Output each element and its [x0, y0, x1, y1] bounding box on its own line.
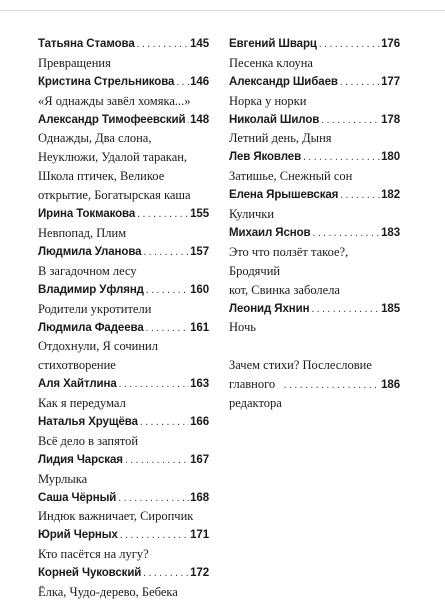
author-name: Саша Чёрный	[38, 491, 117, 504]
toc-author-row	[38, 526, 209, 545]
toc-author-row	[38, 35, 209, 54]
page-number: 178	[381, 113, 400, 126]
leader-dots	[124, 452, 189, 470]
page-number: 157	[190, 245, 209, 258]
author-name: Корней Чуковский	[38, 567, 142, 580]
works-list: Всё дело в запятой	[38, 433, 139, 448]
leader-dots	[186, 112, 189, 130]
leader-dots	[339, 74, 380, 92]
toc-author-row	[38, 73, 209, 92]
toc-entry[interactable]	[38, 526, 209, 564]
leader-dots	[145, 320, 189, 338]
toc-author-row	[38, 375, 209, 394]
toc-entry[interactable]	[38, 451, 209, 489]
page-number: 167	[190, 453, 209, 466]
toc-author-row	[229, 300, 400, 319]
toc-entry[interactable]	[229, 35, 400, 73]
works-list: Как я передумал	[38, 396, 126, 411]
works-list: Норка у норки	[229, 93, 307, 108]
leader-dots	[318, 36, 380, 54]
toc-author-row	[38, 489, 209, 508]
leader-dots	[339, 187, 380, 205]
author-name: Лев Яковлев	[229, 151, 302, 164]
works-list: Затишье, Снежный сон	[229, 169, 353, 184]
works-list: Мурлыка	[38, 471, 88, 486]
author-name: Лидия Чарская	[38, 453, 123, 466]
page-number: 171	[190, 529, 209, 542]
leader-dots	[302, 149, 380, 167]
toc-author-row	[229, 111, 400, 130]
afterword-title-line2-row	[229, 375, 400, 413]
page-number: 168	[190, 491, 209, 504]
works-list: Ночь	[229, 320, 256, 335]
toc-entry[interactable]	[229, 186, 400, 224]
leader-dots	[310, 301, 380, 319]
toc-author-row	[38, 281, 209, 300]
toc-entry[interactable]	[38, 319, 209, 376]
author-name: Михаил Яснов	[229, 226, 311, 239]
works-list: Отдохнули, Я сочинил стихотворение	[38, 339, 158, 373]
toc-author-row	[38, 451, 209, 470]
page-number: 166	[190, 416, 209, 428]
toc-entry[interactable]	[38, 375, 209, 413]
afterword-title-line1: Зачем стихи? Послесловие	[229, 358, 372, 373]
toc-author-row	[38, 205, 209, 224]
afterword-title-line2: главного редактора	[229, 377, 282, 411]
page-number: 180	[381, 151, 400, 164]
toc-author-row	[229, 224, 400, 243]
toc-author-row	[38, 319, 209, 338]
page-number: 172	[190, 567, 209, 580]
leader-dots	[136, 36, 189, 54]
page-number: 163	[190, 378, 209, 391]
toc-entry-afterword[interactable]	[229, 356, 400, 413]
works-list: Невпопад, Плим	[38, 226, 127, 240]
toc-author-row	[229, 186, 400, 205]
toc-entry[interactable]	[38, 489, 209, 527]
author-name: Татьяна Стамова	[38, 38, 135, 50]
page-number: 148	[190, 113, 209, 126]
works-list: Индюк важничает, Сиропчик	[38, 509, 194, 524]
author-name: Людмила Фадеева	[38, 321, 144, 334]
toc-entry[interactable]	[38, 111, 209, 206]
page-number: 185	[381, 302, 400, 315]
author-name: Александр Шибаев	[229, 75, 338, 88]
author-name: Александр Тимофеевский	[38, 113, 186, 126]
toc-entry[interactable]	[229, 148, 400, 186]
works-list: Ёлка, Чудо-дерево, Бебека	[38, 585, 178, 600]
author-name: Ирина Токмакова	[38, 208, 136, 221]
toc-entry[interactable]	[38, 281, 209, 319]
works-list: Это что ползёт такое?, Бродячий кот, Свинка заболела	[229, 244, 349, 297]
leader-dots	[136, 206, 189, 224]
author-name: Владимир Уфлянд	[38, 283, 144, 296]
page-number: 182	[381, 189, 400, 202]
toc-author-row	[38, 413, 209, 432]
toc-entry[interactable]	[229, 111, 400, 149]
leader-dots	[142, 244, 189, 262]
leader-dots	[175, 74, 189, 92]
leader-dots	[320, 112, 380, 130]
author-name: Наталья Хрущёва	[38, 416, 138, 428]
author-name: Аля Хайтлина	[38, 378, 117, 391]
toc-author-row	[38, 564, 209, 583]
toc-entry[interactable]	[38, 413, 209, 451]
toc-entry[interactable]	[38, 73, 209, 111]
toc-author-row	[229, 35, 400, 54]
works-list: Превращения	[38, 55, 111, 70]
author-name: Николай Шилов	[229, 113, 320, 126]
leader-dots	[119, 527, 189, 545]
author-name: Евгений Шварц	[229, 38, 317, 50]
leader-dots	[118, 376, 189, 394]
works-list: В загадочном лесу	[38, 263, 137, 278]
leader-dots	[145, 282, 189, 300]
page-number: 161	[190, 321, 209, 334]
leader-dots	[142, 565, 189, 583]
page-number: 155	[190, 208, 209, 221]
works-list: Кто пасётся на лугу?	[38, 547, 149, 562]
works-list: Кулички	[229, 207, 275, 222]
toc-author-row	[229, 73, 400, 92]
leader-dots	[283, 377, 380, 396]
author-name: Леонид Яхнин	[229, 302, 310, 315]
page-top-edge	[0, 10, 445, 11]
page-number: 177	[381, 75, 400, 88]
toc-author-row	[38, 243, 209, 262]
toc-entry[interactable]	[38, 35, 209, 73]
author-name: Людмила Уланова	[38, 245, 142, 258]
author-name: Кристина Стрельникова	[38, 75, 175, 88]
toc-entry[interactable]	[229, 224, 400, 300]
leader-dots	[312, 225, 381, 243]
page-number: 176	[381, 38, 400, 50]
works-list: Летний день, Дыня	[229, 131, 332, 146]
toc-left-column	[38, 35, 209, 602]
toc-entry[interactable]	[229, 73, 400, 111]
toc-entry[interactable]	[38, 243, 209, 281]
leader-dots	[117, 490, 189, 508]
toc-author-row	[38, 111, 209, 130]
works-list: Однажды, Два слона, Неуклюжи, Удалой таракан, Школа птичек, Великое открытие, Богатырская каша	[38, 131, 191, 203]
author-name: Юрий Черных	[38, 529, 118, 542]
author-name: Елена Ярышевская	[229, 189, 339, 202]
leader-dots	[139, 414, 189, 432]
page-number: 146	[190, 75, 209, 88]
works-list: Песенка клоуна	[229, 55, 313, 70]
works-list: «Я однажды завёл хомяка...»	[38, 93, 191, 108]
toc-author-row	[229, 148, 400, 167]
page-number: 160	[190, 283, 209, 296]
toc-entry[interactable]	[229, 300, 400, 338]
toc-entry[interactable]	[38, 205, 209, 243]
works-list: Родители укротители	[38, 301, 152, 316]
page-number: 183	[381, 226, 400, 239]
page-number: 145	[190, 38, 209, 50]
toc-entry[interactable]	[38, 564, 209, 602]
afterword-page-number: 186	[381, 379, 400, 392]
toc-right-column	[229, 35, 400, 413]
